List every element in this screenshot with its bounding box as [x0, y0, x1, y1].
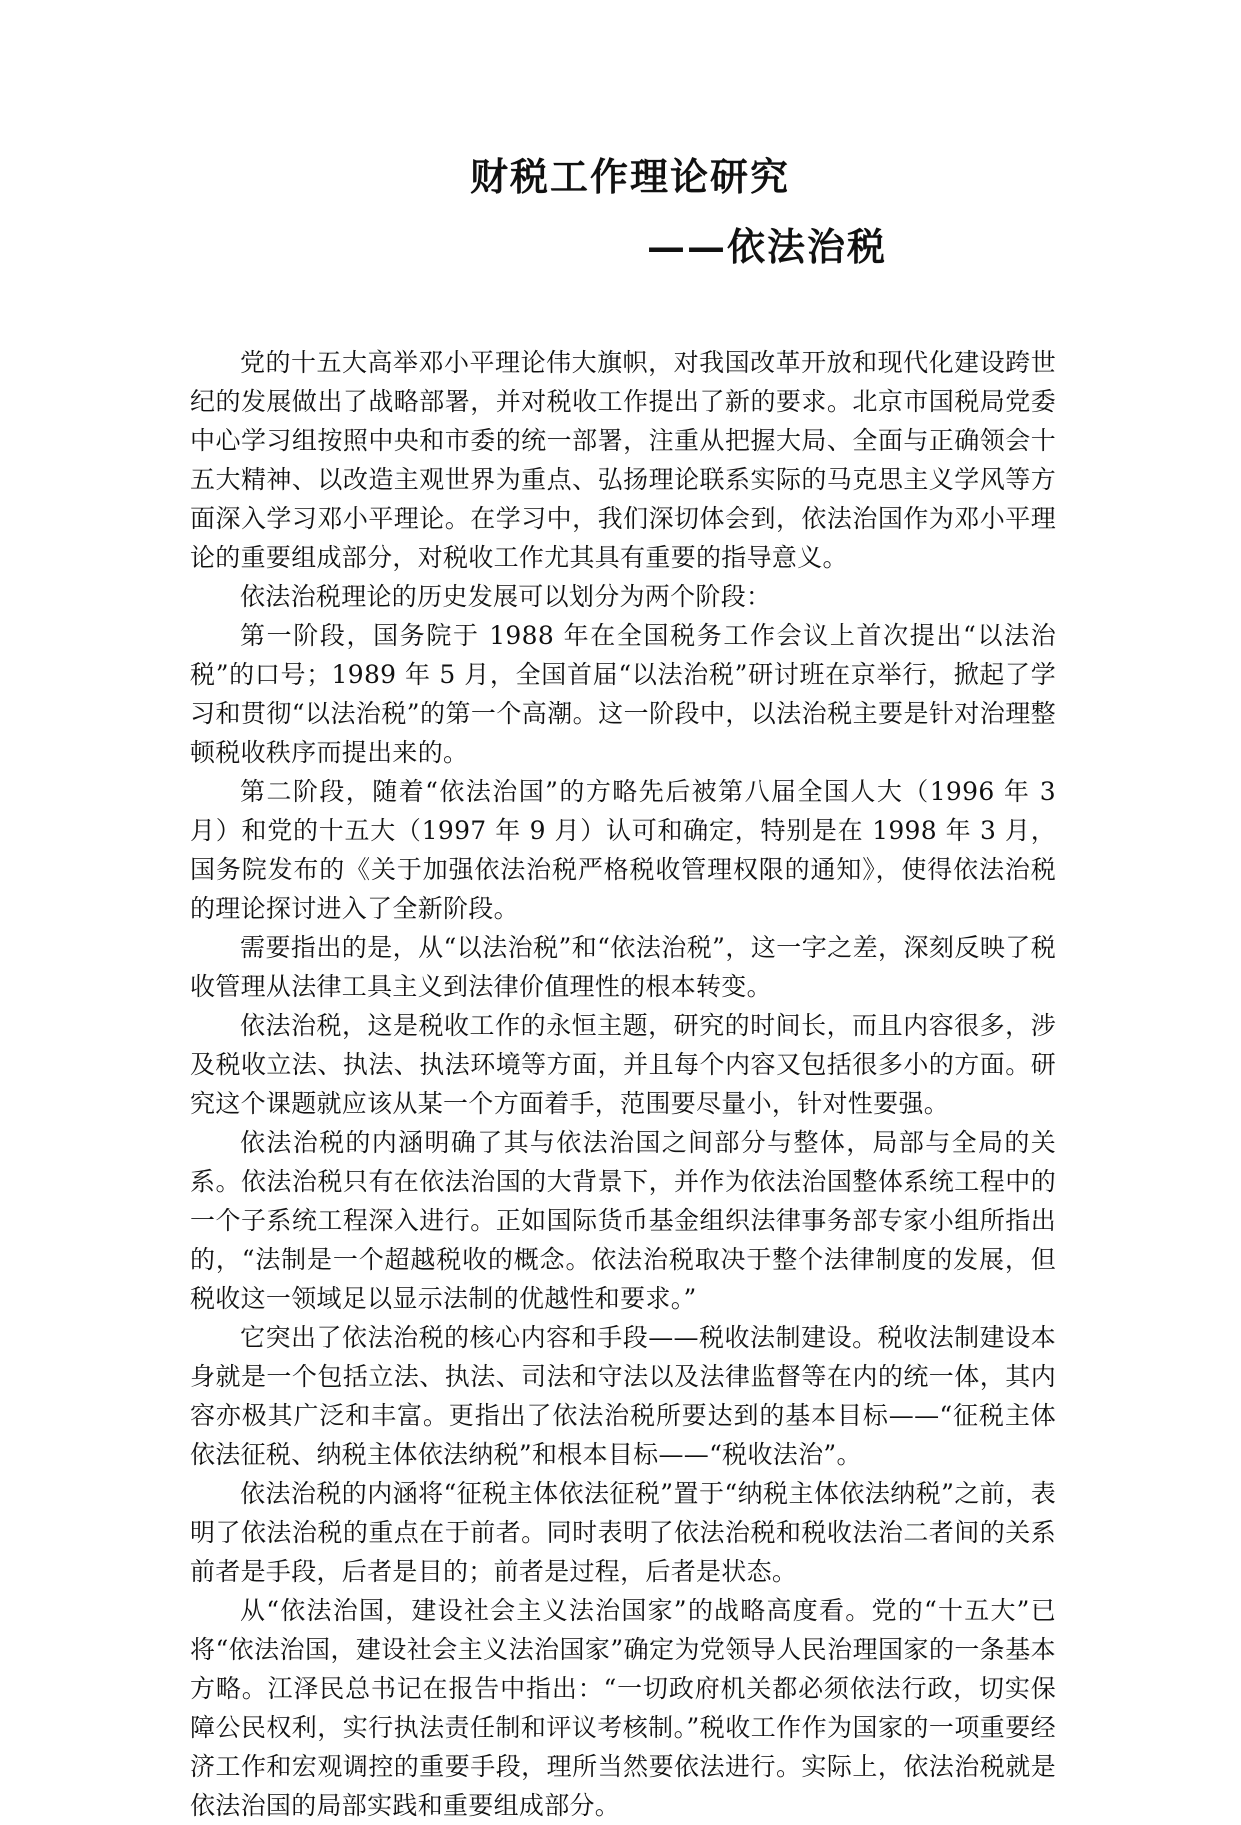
paragraph: 第一阶段，国务院于 1988 年在全国税务工作会议上首次提出“以法治税”的口号；1989 年 5 月，全国首届“以法治税”研讨班在京举行，掀起了学习和贯彻“以法治税”的第一个高潮。这一阶段中，以法治税主要是针对治理整顿税收秩序而提出来的。 — [190, 621, 1056, 767]
paragraph: 依法治税的内涵明确了其与依法治国之间部分与整体，局部与全局的关系。依法治税只有在依法治国的大背景下，并作为依法治国整体系统工程中的一个子系统工程深入进行。正如国际货币基金组织法律事务部专家小组所指出的，“法制是一个超越税收的概念。依法治税取决于整个法律制度的发展，但税收这一领域足以显示法制的优越性和要求。” — [190, 1128, 1056, 1313]
paragraph: 依法治税，这是税收工作的永恒主题，研究的时间长，而且内容很多，涉及税收立法、执法、执法环境等方面，并且每个内容又包括很多小的方面。研究这个课题就应该从某一个方面着手，范围要尽量小，针对性要强。 — [190, 1011, 1056, 1118]
paragraph: 依法治税理论的历史发展可以划分为两个阶段： — [240, 582, 772, 611]
paragraph: 从“依法治国，建设社会主义法治国家”的战略高度看。党的“十五大”已将“依法治国，建设社会主义法治国家”确定为党领导人民治理国家的一条基本方略。江泽民总书记在报告中指出：“一切政府机关都必须依法行政，切实保障公民权利，实行执法责任制和评议考核制。”税收工作作为国家的一项重要经济工作和宏观调控的重要手段，理所当然要依法进行。实际上，依法治税就是依法治国的局部实践和重要组成部分。 — [190, 1596, 1056, 1820]
document-subtitle: ——依法治税 — [647, 224, 888, 269]
document-body — [190, 343, 1056, 1825]
paragraph: 需要指出的是，从“以法治税”和“依法治税”，这一字之差，深刻反映了税收管理从法律工具主义到法律价值理性的根本转变。 — [190, 933, 1056, 1001]
paragraph: 第二阶段，随着“依法治国”的方略先后被第八届全国人大（1996 年 3 月）和党的十五大（1997 年 9 月）认可和确定，特别是在 1998 年 3 月，国务院发布的《关于加强依法治税严格税收管理权限的通知》，使得依法治税的理论探讨进入了全新阶段。 — [190, 777, 1056, 923]
document-title: 财税工作理论研究 — [470, 154, 791, 199]
paragraph: 它突出了依法治税的核心内容和手段——税收法制建设。税收法制建设本身就是一个包括立法、执法、司法和守法以及法律监督等在内的统一体，其内容亦极其广泛和丰富。更指出了依法治税所要达到的基本目标——“征税主体依法征税、纳税主体依法纳税”和根本目标——“税收法治”。 — [190, 1323, 1056, 1469]
paragraph: 党的十五大高举邓小平理论伟大旗帜，对我国改革开放和现代化建设跨世纪的发展做出了战略部署，并对税收工作提出了新的要求。北京市国税局党委中心学习组按照中央和市委的统一部署，注重从把握大局、全面与正确领会十五大精神、以改造主观世界为重点、弘扬理论联系实际的马克思主义学风等方面深入学习邓小平理论。在学习中，我们深切体会到，依法治国作为邓小平理论的重要组成部分，对税收工作尤其具有重要的指导意义。 — [190, 348, 1056, 572]
paragraph: 依法治税的内涵将“征税主体依法征税”置于“纳税主体依法纳税”之前，表明了依法治税的重点在于前者。同时表明了依法治税和税收法治二者间的关系前者是手段，后者是目的；前者是过程，后者是状态。 — [190, 1479, 1056, 1586]
